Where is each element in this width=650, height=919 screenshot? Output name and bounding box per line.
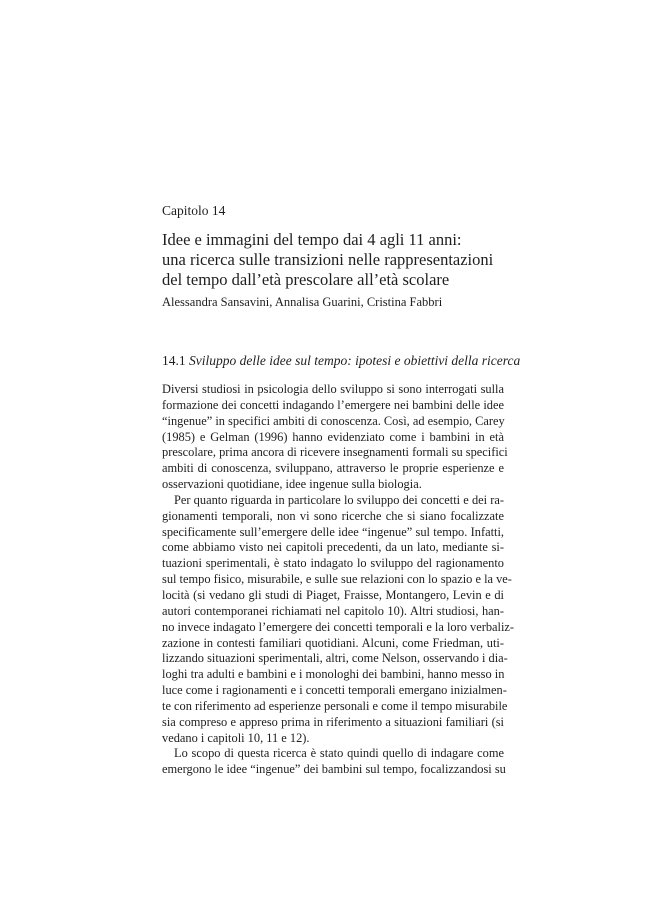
body-line: osservazioni quotidiane, idee ingenue sulla biologia. xyxy=(162,477,422,492)
chapter-title-line: Idee e immagini del tempo dai 4 agli 11 anni: xyxy=(162,230,462,249)
body-line: specificamente sull’emergere delle idee “ingenue” sul tempo. Infatti, xyxy=(162,524,504,539)
body-line: Diversi studiosi in psicologia dello sviluppo si sono interrogati sulla xyxy=(162,382,504,396)
body-line: lizzando situazioni sperimentali, altri, come Nelson, osservando i dia- xyxy=(162,651,508,666)
body-line: tuazioni sperimentali, è stato indagato lo sviluppo del ragionamento xyxy=(162,556,504,571)
body-line: autori contemporanei richiamati nel capitolo 10). Altri studiosi, han- xyxy=(162,603,504,618)
body-line: come abbiamo visto nei capitoli precedenti, da un lato, mediante si- xyxy=(162,540,504,555)
body-line: formazione dei concetti indagando l’emergere nei bambini delle idee xyxy=(162,397,504,412)
body-line: luce come i ragionamenti e i concetti temporali emergano inizialmen- xyxy=(162,683,507,698)
section-heading xyxy=(162,353,520,369)
body-line: emergono le idee “ingenue” dei bambini sul tempo, focalizzandosi su xyxy=(162,762,506,777)
chapter-title-line: una ricerca sulle transizioni nelle rappresentazioni xyxy=(162,250,494,269)
body-line: prescolare, prima ancora di ricevere insegnamenti formali su specifici xyxy=(162,445,508,460)
body-line: gionamenti temporali, non vi sono ricerche che si siano focalizzate xyxy=(162,508,504,523)
body-line: no invece indagato l’emergere dei concetti temporali e la loro verbaliz- xyxy=(162,619,515,634)
body-line: “ingenue” in specifici ambiti di conoscenza. Così, ad esempio, Carey xyxy=(162,413,505,428)
body-line: vedano i capitoli 10, 11 e 12). xyxy=(162,730,310,745)
body-line: Per quanto riguarda in particolare lo sviluppo dei concetti e dei ra- xyxy=(174,492,504,507)
chapter-title xyxy=(162,230,502,290)
body-line: te con riferimento ad esperienze personali e come il tempo misurabile xyxy=(162,698,508,713)
body-line: loghi tra adulti e bambini e i monologhi dei bambini, hanno messo in xyxy=(162,667,505,682)
body-line: ambiti di conoscenza, sviluppano, attraverso le proprie esperienze e xyxy=(162,461,504,476)
body-line: sul tempo fisico, misurabile, e sulle sue relazioni con lo spazio e la ve- xyxy=(162,572,512,587)
body-line: sia compreso e appreso prima in riferimento a situazioni familiari (si xyxy=(162,714,504,729)
body-text xyxy=(162,382,515,778)
chapter-title-line: del tempo dall’età prescolare all’età scolare xyxy=(162,270,450,289)
chapter-label: Capitolo 14 xyxy=(162,203,226,218)
authors: Alessandra Sansavini, Annalisa Guarini, Cristina Fabbri xyxy=(162,295,443,309)
section-number: 14.1 xyxy=(162,353,186,368)
body-line: (1985) e Gelman (1996) hanno evidenziato come i bambini in età xyxy=(162,429,504,444)
body-line: zazione in contesti familiari quotidiani. Alcuni, come Friedman, uti- xyxy=(162,635,504,650)
section-title: Sviluppo delle idee sul tempo: ipotesi e obiettivi della ricerca xyxy=(189,353,521,368)
body-line: Lo scopo di questa ricerca è stato quindi quello di indagare come xyxy=(174,746,504,761)
body-line: locità (si vedano gli studi di Piaget, Fraisse, Montangero, Levin e di xyxy=(162,587,504,602)
